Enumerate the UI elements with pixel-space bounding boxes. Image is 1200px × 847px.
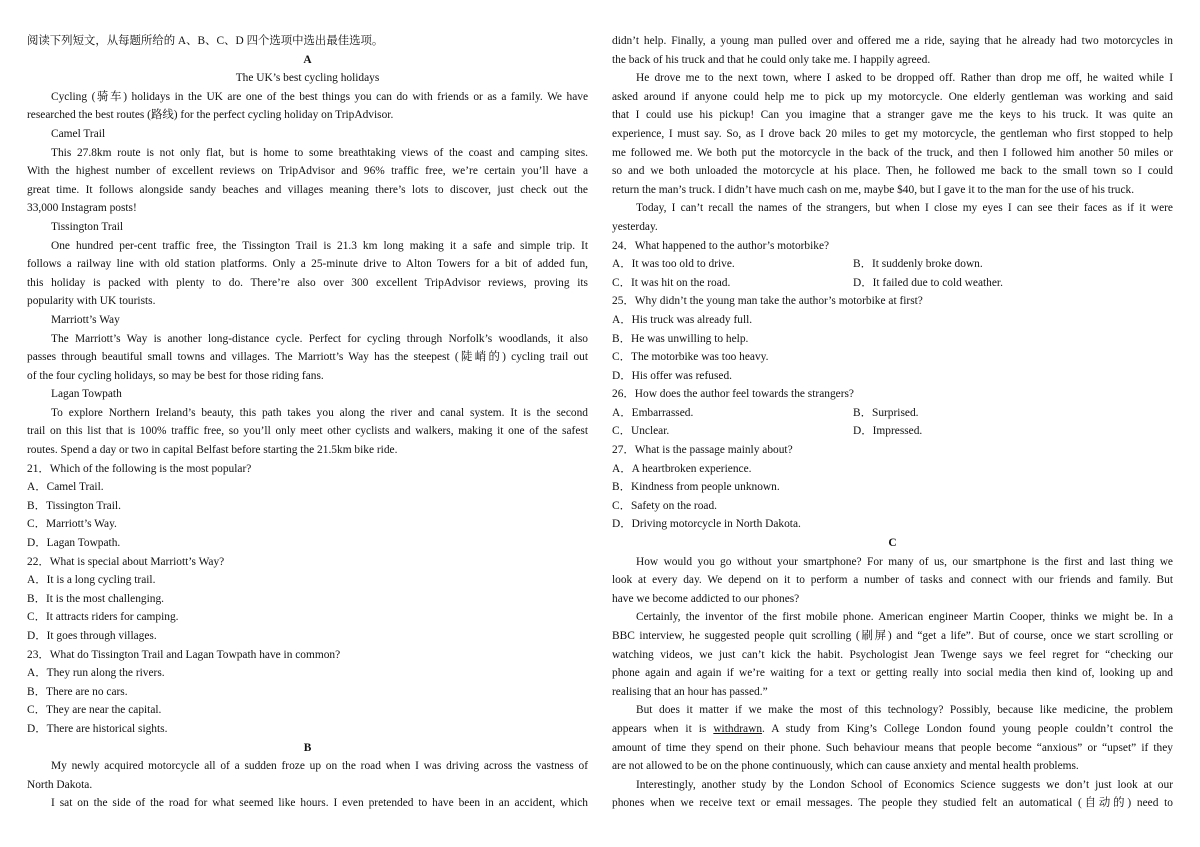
text-line: But does it matter if we make the most of this technology? Possibly, because like medicine, the problem (636, 704, 1173, 717)
text-line: amount of time they spend on their phone. Such behaviour means that people become “anxious” or “upset” if they (612, 741, 1173, 754)
text-line: This 27.8km route is not only flat, but is home to some breathtaking views of the coast and camping sites. (51, 146, 588, 159)
text-line: return the man’s truck. I didn’t have much cash on me, maybe $40, but I gave it to the man for the use of his truck. (612, 183, 1135, 196)
question-stem: 26．How does the author feel towards the strangers? (612, 388, 854, 401)
text-line: experience, I must say. So, as I drove back 20 miles to get my motorcycle, the gentleman who first stopped to help (612, 127, 1173, 140)
text-line: watching videos, we just can’t kick the habit. Psychologist Jean Twenge says we feel regret for “checking our (612, 648, 1173, 661)
text-line: asked around if anyone could help me to pick up my motorcycle. One elderly gentleman was working and said (612, 90, 1173, 103)
passage-c-paragraph-3 (612, 701, 1173, 775)
text-line: The Marriott’s Way is another long-distance cycle. Perfect for cycling through Norfolk’s woodlands, it also (51, 332, 588, 345)
text-line: the back of his truck and that he could only take me. I happily agreed. (612, 53, 931, 66)
option-d: D．His offer was refused. (612, 369, 732, 382)
passage-a-intro (27, 88, 588, 125)
right-column (612, 32, 1173, 813)
section-a-label: A (303, 53, 312, 66)
option-b: B．It suddenly broke down. (853, 258, 983, 271)
text-line: phones when we receive text or email messages. The people they studied felt an automatical (自动的) need to (612, 797, 1173, 810)
option-c: C．It attracts riders for camping. (27, 611, 179, 624)
passage-c-paragraph-4 (612, 776, 1173, 813)
option-a: A．His truck was already full. (612, 313, 753, 326)
option-d: D．Impressed. (853, 425, 923, 438)
question-stem: 23．What do Tissington Trail and Lagan Towpath have in common? (27, 648, 341, 661)
option-a: A．It was too old to drive. (612, 258, 735, 271)
text-fragment: . A study from King’s College London found young people couldn’t control the (762, 722, 1174, 735)
text-line: didn’t help. Finally, a young man pulled over and offered me a ride, saying that he already had two motorcycles in (612, 35, 1173, 47)
option-c: C．Safety on the road. (612, 499, 718, 512)
text-line: phone again and again if we’re waiting for a text or getting really into social media then kind of, looking up and (612, 667, 1173, 680)
text-line: great time. It follows alongside sandy beaches and villages meaning there’s lots to discover, just check out the (27, 183, 588, 196)
text-line: Cycling (骑车) holidays in the UK are one of the best things you can do with friends or as a family. We have (51, 90, 588, 103)
text-line (612, 720, 1173, 739)
text-line: North Dakota. (27, 778, 93, 791)
question-24 (612, 237, 1173, 293)
passage-a-title: The UK’s best cycling holidays (235, 72, 380, 85)
option-c: C．Unclear. (612, 425, 670, 438)
marriotts-way-paragraph (27, 330, 588, 386)
passage-b-paragraph-1 (27, 757, 588, 794)
option-d: D．It failed due to cold weather. (853, 276, 1003, 289)
text-line: With the highest number of excellent reviews on TripAdvisor and 96% traffic free, we’re certain you’ll have a (27, 165, 588, 178)
option-b: B．He was unwilling to help. (612, 332, 749, 345)
option-row (612, 274, 1173, 293)
passage-b-paragraph-2-continued (612, 32, 1173, 69)
option-d: D．It goes through villages. (27, 630, 157, 642)
text-line: Today, I can’t recall the names of the strangers, but when I close my eyes I can see their faces as if it were (636, 202, 1173, 215)
question-26 (612, 385, 1173, 441)
text-line: My newly acquired motorcycle all of a sudden froze up on the road when I was driving across the vastness of (51, 760, 588, 773)
text-line: He drove me to the next town, where I asked to be dropped off. Rather than drop me off, he waited while I (636, 72, 1173, 85)
question-21 (27, 460, 588, 553)
text-line: this holiday is packed with plenty to do. There’re also over 300 excellent TripAdvisor reviews, proving its (27, 276, 588, 289)
passage-b-paragraph-3 (612, 69, 1173, 199)
option-row (612, 255, 1173, 274)
passage-b-paragraph-2-start: I sat on the side of the road for what seemed like hours. I even pretended to have been in an accident, which (51, 797, 588, 810)
text-line: yesterday. (612, 220, 658, 233)
option-a: A．They run along the rivers. (27, 667, 165, 680)
option-b: B．There are no cars. (27, 685, 128, 698)
option-c: C．They are near the capital. (27, 704, 162, 717)
underlined-word: withdrawn (713, 722, 763, 735)
question-23 (27, 646, 588, 739)
option-c: C．Marriott’s Way. (27, 518, 117, 531)
text-line: researched the best routes (路线) for the perfect cycling holiday on TripAdvisor. (27, 109, 394, 122)
option-a: A．It is a long cycling trail. (27, 574, 156, 587)
question-stem: 22．What is special about Marriott’s Way? (27, 555, 225, 568)
lagan-towpath-heading: Lagan Towpath (51, 388, 122, 401)
text-line: look at every day. We depend on it to perform a number of tasks and connect with our friends and family. But (612, 574, 1173, 587)
option-a: A．Camel Trail. (27, 481, 104, 494)
text-line: are not allowed to be on the phone continuously, which can cause anxiety and mental health problems. (612, 760, 1079, 773)
text-line: me followed me. We both put the motorcycle in the back of the truck, and then I followed him another 50 miles or (612, 146, 1173, 159)
question-25 (612, 292, 1173, 385)
section-c-label: C (888, 537, 897, 550)
text-line: Certainly, the inventor of the first mobile phone. American engineer Martin Cooper, thinks we might be. In a (636, 611, 1173, 624)
text-line: that I could use his pickup! Can you imagine that a stranger gave me the keys to his truck. It was quite an (612, 109, 1173, 122)
option-a: A．A heartbroken experience. (612, 462, 752, 475)
text-line: 33,000 Instagram posts! (27, 202, 137, 215)
option-c: C．It was hit on the road. (612, 276, 731, 289)
option-b: B．It is the most challenging. (27, 592, 164, 605)
tissington-trail-heading: Tissington Trail (51, 220, 124, 233)
question-22 (27, 553, 588, 646)
text-line: One hundred per-cent traffic free, the Tissington Trail is 21.3 km long making it a safe and simple trip. It (51, 239, 588, 252)
option-b: B．Tissington Trail. (27, 499, 121, 512)
text-line: so and we both unloaded the motorcycle at his place. Then, he followed me back to the small town so I could (612, 165, 1173, 178)
instruction: 阅读下列短文，从每题所给的 A、B、C、D 四个选项中选出最佳选项。 (27, 35, 384, 47)
text-line: How would you go without your smartphone? For many of us, our smartphone is the first and last thing we (636, 555, 1173, 568)
lagan-towpath-paragraph (27, 404, 588, 460)
text-line: follows a railway line with old station platforms. Only a 25-minute drive to Alton Towers for a bit of added fun, (27, 258, 588, 271)
option-d: D．Lagan Towpath. (27, 537, 121, 550)
text-line: Interestingly, another study by the London School of Economics Science suggests we don’t just look at our (636, 778, 1173, 791)
text-line: BBC interview, he suggested people quit scrolling (刷屏) and “get a life”. But of course, once we start scrolling or (612, 630, 1173, 642)
option-row (612, 404, 1173, 423)
passage-b-paragraph-4 (612, 199, 1173, 236)
option-d: D．There are historical sights. (27, 722, 168, 735)
text-line: realising that an hour has passed.” (612, 685, 768, 698)
question-stem: 21．Which of the following is the most popular? (27, 462, 252, 475)
option-a: A．Embarrassed. (612, 406, 694, 419)
option-b: B．Kindness from people unknown. (612, 481, 780, 494)
question-stem: 25．Why didn’t the young man take the author’s motorbike at first? (612, 295, 923, 308)
passage-c-paragraph-1 (612, 553, 1173, 609)
option-c: C．The motorbike was too heavy. (612, 351, 769, 364)
question-stem: 27．What is the passage mainly about? (612, 444, 793, 457)
text-line: To explore Northern Ireland’s beauty, this path takes you along the river and canal system. It is the second (51, 406, 588, 419)
camel-trail-paragraph (27, 144, 588, 218)
text-fragment: appears when it is (612, 722, 714, 735)
left-column (27, 32, 588, 813)
option-b: B．Surprised. (853, 406, 919, 419)
camel-trail-heading: Camel Trail (51, 127, 106, 140)
marriotts-way-heading: Marriott’s Way (51, 313, 120, 326)
section-b-label: B (303, 741, 312, 754)
text-line: passes through beautiful small towns and villages. The Marriott’s Way has the steepest (陡峭的) cycling trail out (27, 351, 588, 364)
option-d: D．Driving motorcycle in North Dakota. (612, 518, 801, 531)
text-line: have we become addicted to our phones? (612, 592, 800, 605)
text-line: of the four cycling holidays, so may be best for those riding fans. (27, 369, 324, 382)
question-27 (612, 441, 1173, 534)
question-stem: 24．What happened to the author’s motorbike? (612, 239, 830, 252)
tissington-trail-paragraph (27, 237, 588, 311)
text-line: popularity with UK tourists. (27, 295, 156, 308)
option-row (612, 422, 1173, 441)
text-line: trail on this list that is 100% traffic free, so you’ll only meet other cyclists and walkers, making it one of the safest (27, 425, 588, 438)
text-line: routes. Spend a day or two in capital Belfast before starting the 21.5km bike ride. (27, 444, 398, 457)
passage-c-paragraph-2 (612, 608, 1173, 701)
